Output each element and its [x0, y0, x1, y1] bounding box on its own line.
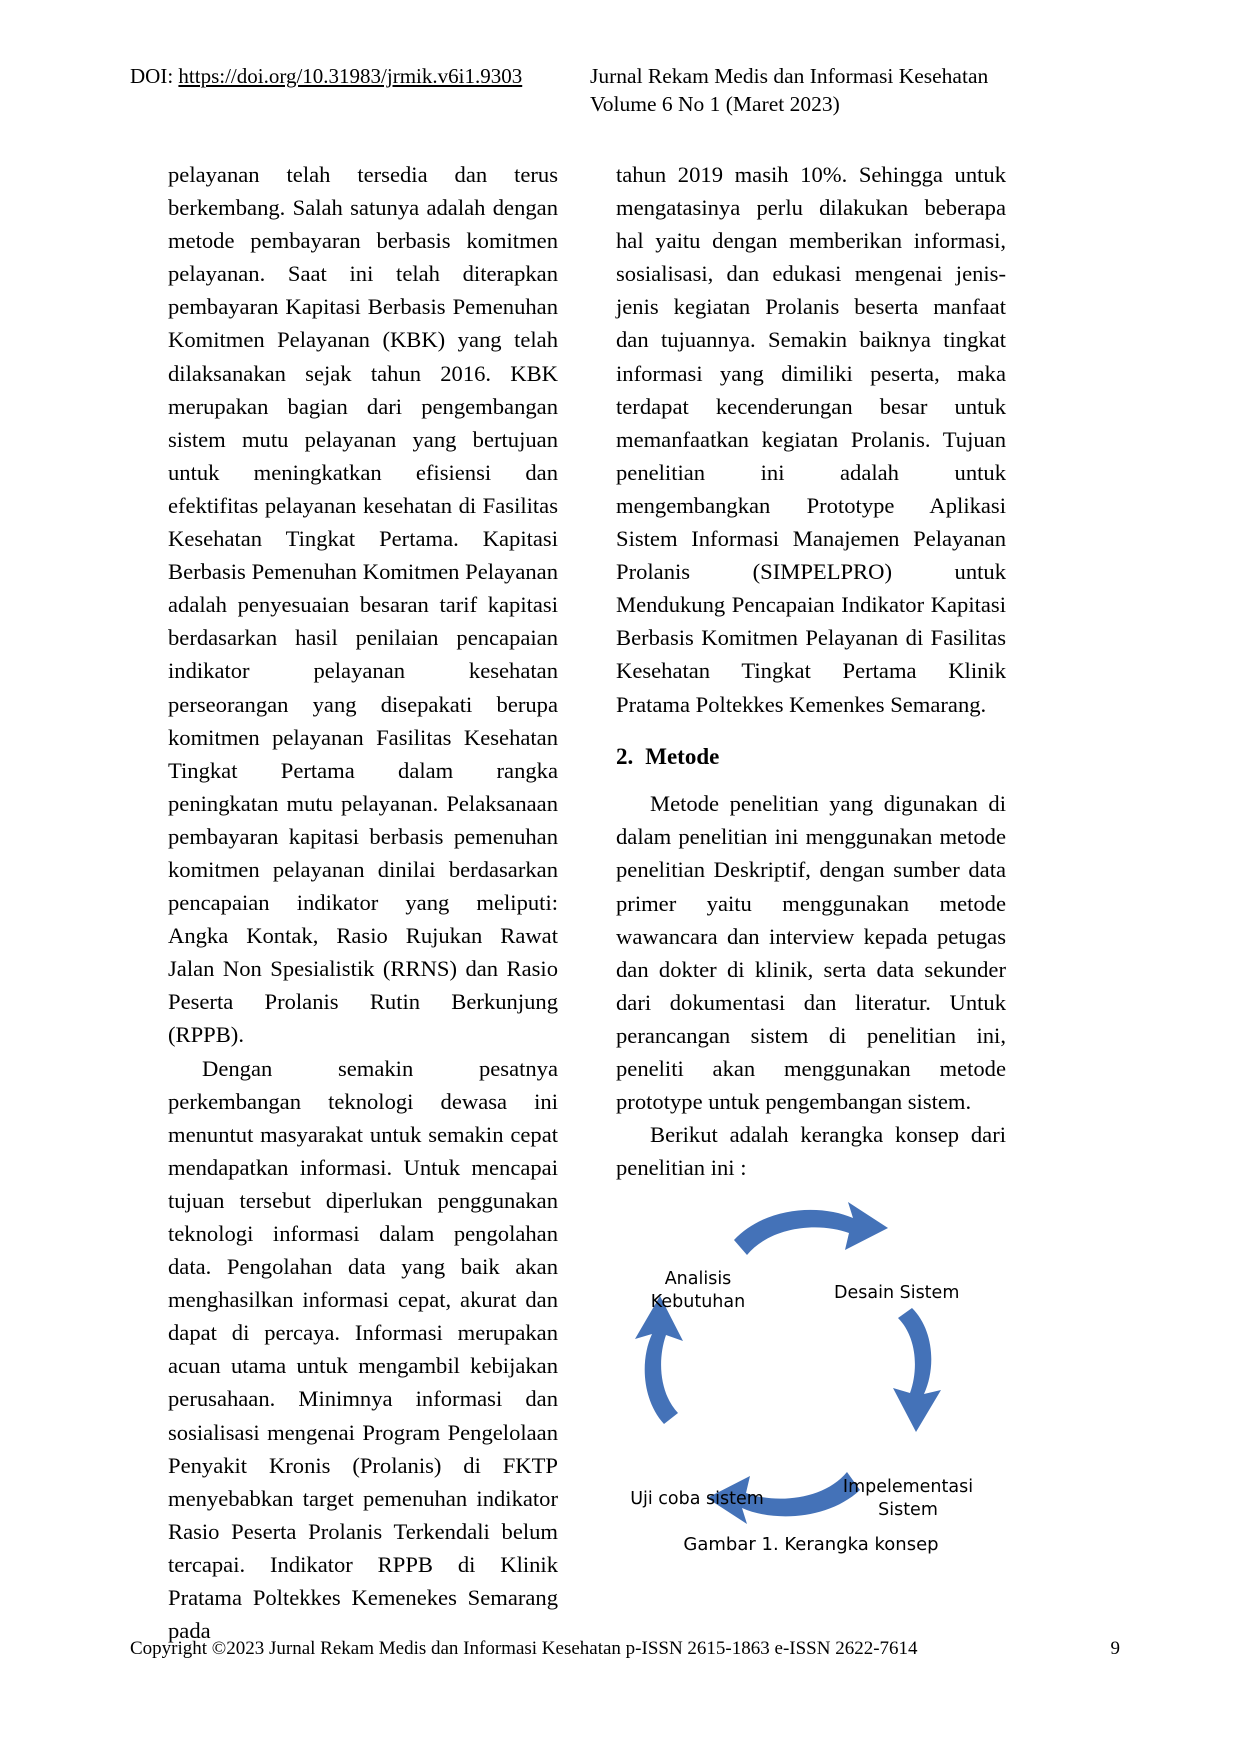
node-label-implementasi-sistem — [828, 1476, 988, 1522]
section-heading-metode — [616, 740, 1006, 774]
right-paragraph-2: Metode penelitian yang digunakan di dalam penelitian ini menggunakan metode penelitian Deskriptif, dengan sumber data primer yaitu menggunakan metode wawancara dan interview kepada petugas dan dokter di klinik, serta data sekunder dari dokumentasi dan literatur. Untuk perancangan sistem di penelitian ini, peneliti akan menggunakan metode prototype untuk pengembangan sistem. — [616, 791, 1006, 1115]
doi-block — [130, 62, 590, 90]
body-columns — [168, 158, 1068, 1647]
node-label-desain-line1: Desain Sistem — [834, 1283, 960, 1304]
section-number: 2. — [616, 743, 634, 769]
figure-caption: Gambar 1. Kerangka konsep — [683, 1534, 939, 1556]
journal-volume: Volume 6 No 1 (Maret 2023) — [590, 92, 840, 117]
section-title: Metode — [645, 743, 720, 769]
node-label-analisis-line2: Kebutuhan — [650, 1292, 746, 1313]
node-label-analisis-line1: Analisis — [664, 1269, 732, 1290]
left-column — [168, 158, 558, 1647]
page-footer — [130, 1638, 1120, 1660]
node-label-implementasi-line1: Impelementasi — [842, 1477, 974, 1498]
arrow-right-down-icon — [893, 1308, 941, 1432]
right-paragraph-3: Berikut adalah kerangka konsep dari penelitian ini : — [616, 1122, 1006, 1181]
left-paragraph-1: pelayanan telah tersedia dan terus berkembang. Salah satunya adalah dengan metode pembayaran berbasis komitmen pelayanan. Saat ini telah diterapkan pembayaran Kapitasi Berbasis Pemenuhan Komitmen Pelayanan (KBK) yang telah dilaksanakan sejak tahun 2016. KBK merupakan bagian dari pengembangan sistem mutu pelayanan yang bertujuan untuk meningkatkan efisiensi dan efektifitas pelayanan kesehatan di Fasilitas Kesehatan Tingkat Pertama. Kapitasi Berbasis Pemenuhan Komitmen Pelayanan adalah penyesuaian besaran tarif kapitasi berdasarkan hasil penilaian pencapaian indikator pelayanan kesehatan perseorangan yang disepakati berupa komitmen pelayanan Fasilitas Kesehatan Tingkat Pertama dalam rangka peningkatan mutu pelayanan. Pelaksanaan pembayaran kapitasi berbasis pemenuhan komitmen pelayanan dinilai berdasarkan pencapaian indikator yang meliputi: Angka Kontak, Rasio Rujukan Rawat Jalan Non Spesialistik (RRNS) dan Rasio Peserta Prolanis Rutin Berkunjung (RPPB). — [168, 162, 558, 1048]
journal-info — [590, 62, 1120, 119]
page-header — [130, 62, 1120, 119]
doi-link[interactable]: https://doi.org/10.31983/jrmik.v6i1.9303 — [178, 64, 523, 88]
footer-page-number: 9 — [1110, 1638, 1120, 1659]
node-label-uji-line1: Uji coba sistem — [630, 1489, 764, 1510]
footer-copyright: Copyright ©2023 Jurnal Rekam Medis dan Informasi Kesehatan p-ISSN 2615-1863 e-ISSN 2622-7614 — [130, 1638, 918, 1659]
arrow-top-right-icon — [734, 1202, 888, 1255]
node-label-analisis — [638, 1268, 758, 1314]
journal-title: Jurnal Rekam Medis dan Informasi Kesehatan — [590, 64, 989, 88]
left-paragraph-2: Dengan semakin pesatnya perkembangan teknologi dewasa ini menuntut masyarakat untuk semakin cepat mendapatkan informasi. Untuk mencapai tujuan tersebut diperlukan penggunakan teknologi informasi dalam pengolahan data. Pengolahan data yang baik akan menghasilkan informasi cepat, akurat dan dapat di percaya. Informasi merupakan acuan utama untuk mengambil kebijakan perusahaan. Minimnya informasi dan sosialisasi mengenai Program Pengelolaan Penyakit Kronis (Prolanis) di FKTP menyebabkan target pemenuhan indikator Rasio Peserta Prolanis Terkendali belum tercapai. Indikator RPPB di Klinik Pratama Poltekkes Kemenekes Semarang pada — [168, 1055, 558, 1644]
doi-prefix-label: DOI: — [130, 64, 179, 88]
arrow-left-up-icon — [635, 1296, 683, 1424]
right-column — [616, 158, 1006, 1647]
node-label-implementasi-line2: Sistem — [878, 1500, 938, 1521]
right-paragraph-1: tahun 2019 masih 10%. Sehingga untuk mengatasinya perlu dilakukan beberapa hal yaitu dengan memberikan informasi, sosialisasi, dan edukasi mengenai jenis-jenis kegiatan Prolanis beserta manfaat dan tujuannya. Semakin baiknya tingkat informasi yang dimiliki peserta, maka terdapat kecenderungan besar untuk memanfaatkan kegiatan Prolanis. Tujuan penelitian ini adalah untuk mengembangkan Prototype Aplikasi Sistem Informasi Manajemen Pelayanan Prolanis (SIMPELPRO) untuk Mendukung Pencapaian Indikator Kapitasi Berbasis Komitmen Pelayanan di Fasilitas Kesehatan Tingkat Pertama Klinik Pratama Poltekkes Kemenkes Semarang. — [616, 162, 1006, 717]
node-label-uji-coba-sistem — [622, 1488, 772, 1511]
node-label-desain-sistem — [834, 1282, 994, 1305]
figure-kerangka-konsep — [616, 1200, 1006, 1530]
